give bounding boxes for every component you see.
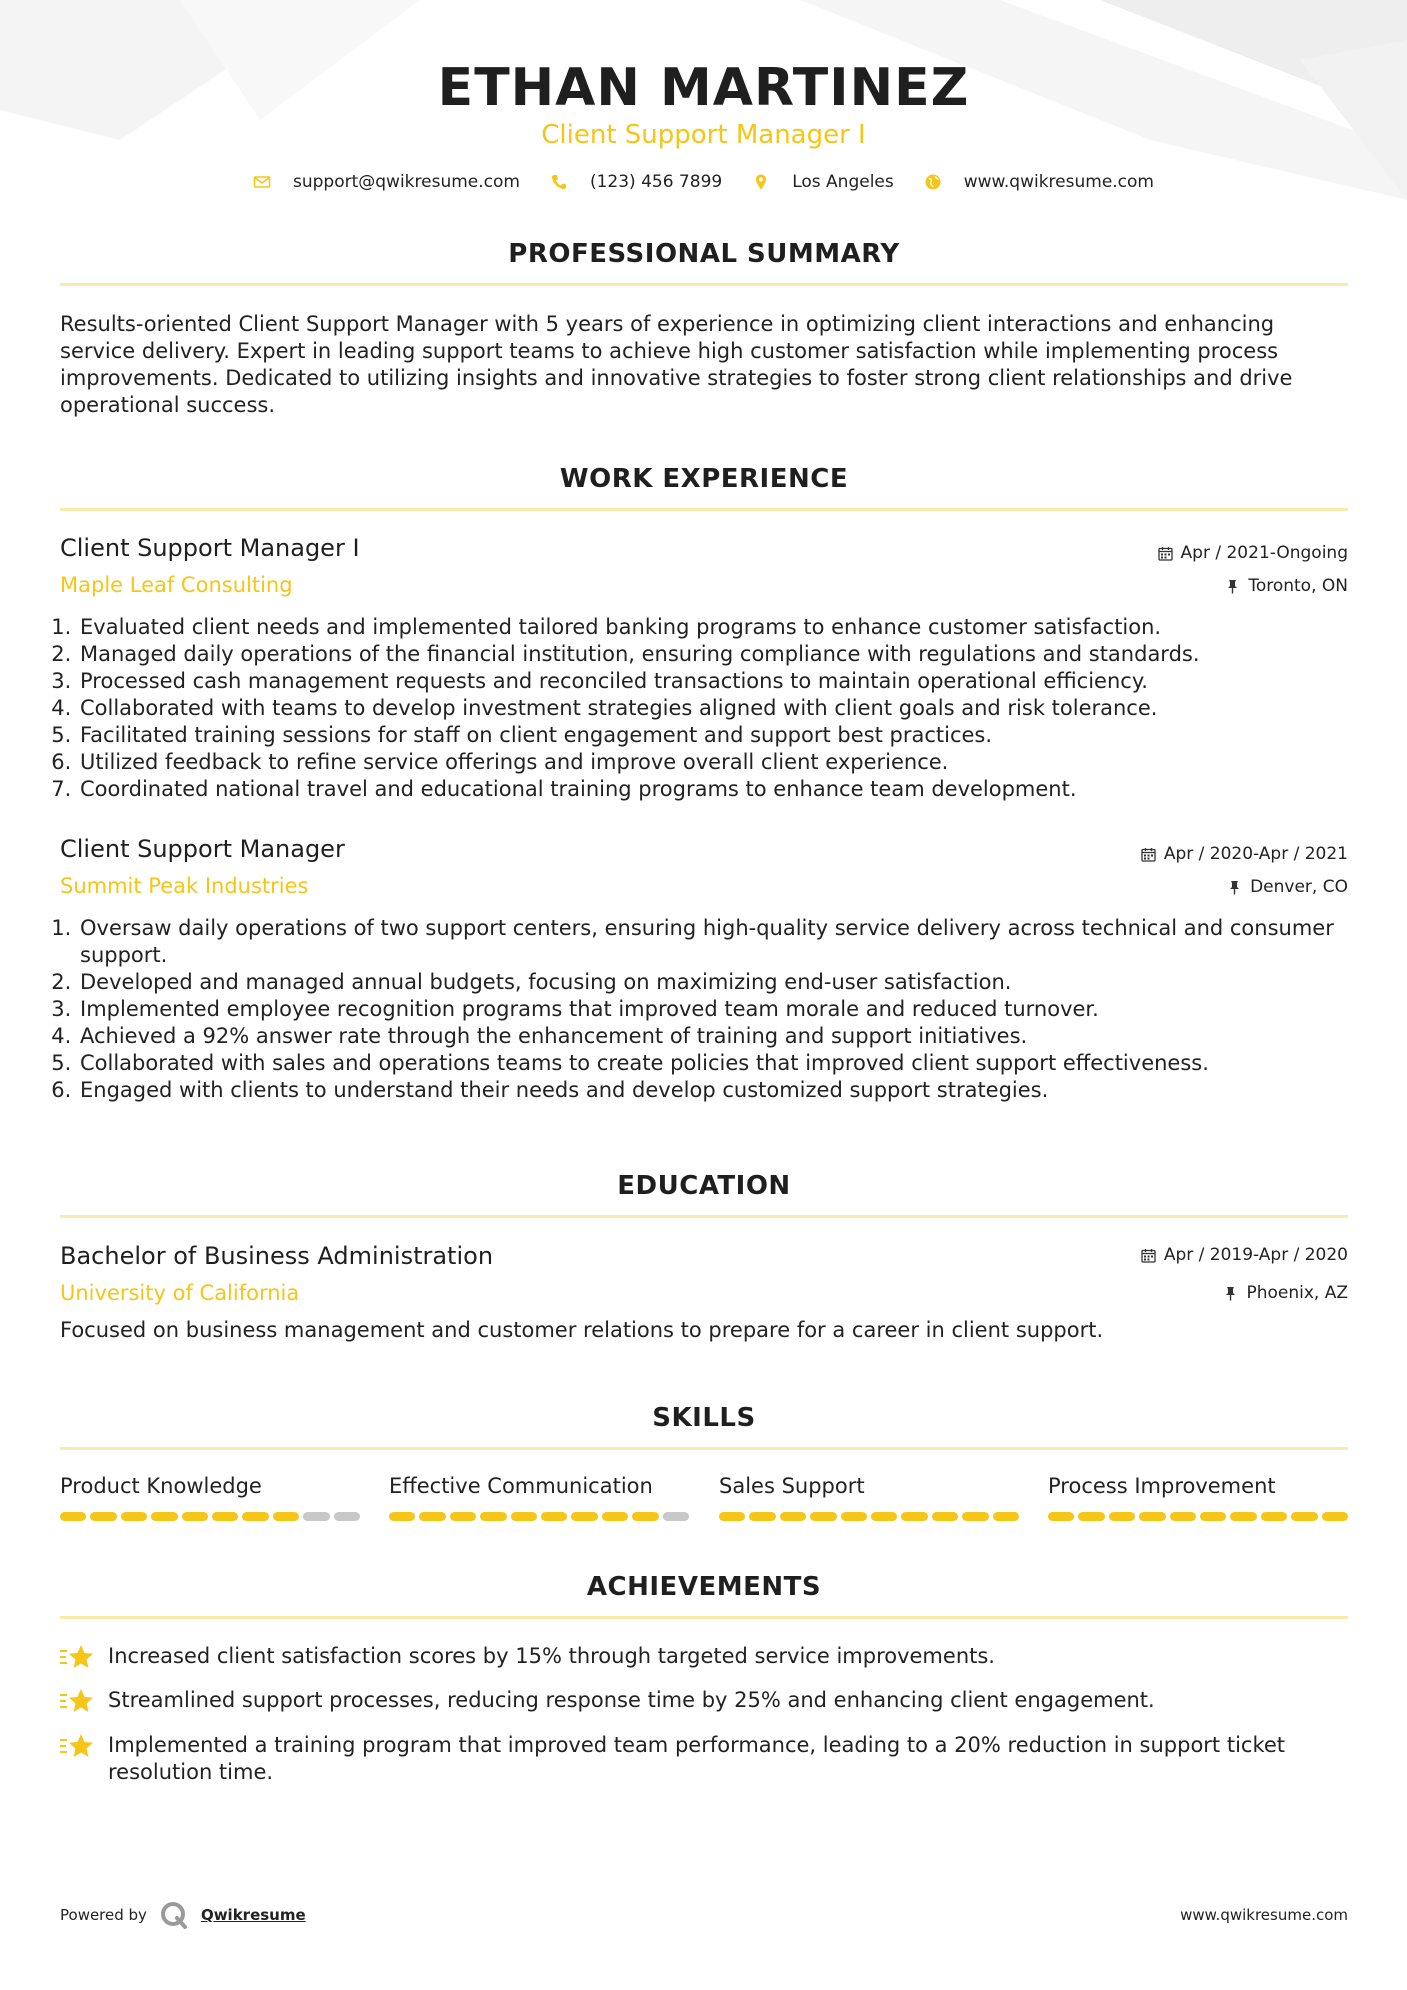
- section-divider: [60, 1215, 1348, 1218]
- skill-level-segment: [841, 1512, 867, 1521]
- footer-website-link[interactable]: www.qwikresume.com: [1180, 1906, 1348, 1924]
- skill-level-segment: [663, 1512, 689, 1521]
- skill-level-segment: [901, 1512, 927, 1521]
- skill-level-segment: [719, 1512, 745, 1521]
- skill-level-segment: [511, 1512, 537, 1521]
- company-name: Maple Leaf Consulting: [60, 573, 293, 597]
- skill-level-segment: [632, 1512, 658, 1521]
- skill-level-bar: [1048, 1512, 1348, 1521]
- list-item: 5. Collaborated with sales and operations teams to create policies that improved client support effectiveness.: [78, 1050, 1368, 1077]
- skill-item: [1048, 1474, 1348, 1521]
- education-description: Focused on business management and customer relations to prepare for a career in client support.: [60, 1318, 1104, 1342]
- phone-icon: [550, 173, 568, 191]
- email-text: support@qwikresume.com: [293, 172, 520, 192]
- job-location-text: Toronto, ON: [1248, 576, 1348, 596]
- list-item: 4. Achieved a 92% answer rate through the enhancement of training and support initiatives.: [78, 1023, 1368, 1050]
- skill-level-segment: [182, 1512, 208, 1521]
- skill-level-segment: [571, 1512, 597, 1521]
- skill-level-segment: [121, 1512, 147, 1521]
- summary-text: Results-oriented Client Support Manager with 5 years of experience in optimizing client interactions and enhancing service delivery. Expert in leading support teams to achieve high customer satisfaction while implementing process improvements. Dedicated to utilizing insights and innovative strategies to foster strong client relationships and drive operational success.: [60, 312, 1293, 417]
- skill-level-bar: [389, 1512, 689, 1521]
- job-title: Client Support Manager I: [60, 534, 360, 562]
- skill-level-segment: [450, 1512, 476, 1521]
- job-bullets: [54, 915, 1368, 1104]
- skill-level-segment: [1230, 1512, 1256, 1521]
- candidate-name: ETHAN MARTINEZ: [437, 58, 970, 118]
- envelope-icon: [253, 173, 271, 191]
- skill-level-segment: [1109, 1512, 1135, 1521]
- section-divider: [60, 1616, 1348, 1619]
- job-dates: [1141, 844, 1348, 864]
- skill-level-segment: [303, 1512, 329, 1521]
- achievement-text: Implemented a training program that improved team performance, leading to a 20% reduction in support ticket resolution time.: [108, 1733, 1286, 1784]
- list-item: 6. Utilized feedback to refine service offerings and improve overall client experience.: [78, 749, 1368, 776]
- section-divider: [60, 283, 1348, 286]
- skill-level-segment: [810, 1512, 836, 1521]
- pushpin-icon: [1223, 1286, 1238, 1301]
- skill-item: [389, 1474, 689, 1521]
- skill-level-segment: [480, 1512, 506, 1521]
- qwikresume-logo-icon: [159, 1900, 189, 1930]
- skill-level-segment: [419, 1512, 445, 1521]
- section-title-skills: SKILLS: [652, 1403, 756, 1433]
- education-dates: [1141, 1245, 1348, 1265]
- star-icon: [60, 1687, 94, 1715]
- list-item: 2. Managed daily operations of the financial institution, ensuring compliance with regulations and standards.: [78, 641, 1368, 668]
- section-title-education: EDUCATION: [617, 1171, 791, 1201]
- skill-item: [719, 1474, 1019, 1521]
- skill-level-segment: [90, 1512, 116, 1521]
- skill-level-segment: [212, 1512, 238, 1521]
- location-text: Los Angeles: [792, 172, 894, 192]
- contact-email[interactable]: [253, 172, 520, 192]
- list-item: 5. Facilitated training sessions for staff on client engagement and support best practices.: [78, 722, 1368, 749]
- calendar-icon: [1158, 546, 1173, 561]
- skill-name: Product Knowledge: [60, 1474, 262, 1498]
- achievement-item: [60, 1643, 1350, 1671]
- school-name: University of California: [60, 1281, 300, 1305]
- star-icon: [60, 1643, 94, 1671]
- skill-level-segment: [60, 1512, 86, 1521]
- list-item: 4. Collaborated with teams to develop investment strategies aligned with client goals and risk tolerance.: [78, 695, 1368, 722]
- website-text: www.qwikresume.com: [963, 172, 1154, 192]
- pushpin-icon: [1225, 579, 1240, 594]
- phone-text: (123) 456 7899: [589, 172, 723, 192]
- skill-level-segment: [993, 1512, 1019, 1521]
- skill-level-segment: [389, 1512, 415, 1521]
- pushpin-icon: [1227, 880, 1242, 895]
- skill-level-segment: [602, 1512, 628, 1521]
- skill-level-segment: [1291, 1512, 1317, 1521]
- list-item: 1. Oversaw daily operations of two support centers, ensuring high-quality service delivery across technical and consumer support.: [78, 915, 1368, 969]
- achievement-item: [60, 1687, 1350, 1715]
- skill-level-segment: [1322, 1512, 1348, 1521]
- section-divider: [60, 1447, 1348, 1450]
- job-location-text: Denver, CO: [1250, 877, 1348, 897]
- skill-level-segment: [780, 1512, 806, 1521]
- skill-level-segment: [1170, 1512, 1196, 1521]
- job-location: [1225, 576, 1348, 596]
- skill-level-segment: [273, 1512, 299, 1521]
- list-item: 2. Developed and managed annual budgets, focusing on maximizing end-user satisfaction.: [78, 969, 1368, 996]
- section-divider: [60, 508, 1348, 511]
- list-item: 7. Coordinated national travel and educational training programs to enhance team development.: [78, 776, 1368, 803]
- section-title-achievements: ACHIEVEMENTS: [586, 1572, 822, 1602]
- skill-level-segment: [334, 1512, 360, 1521]
- achievement-text: Streamlined support processes, reducing response time by 25% and enhancing client engagement.: [108, 1688, 1155, 1712]
- job-location: [1227, 877, 1348, 897]
- skill-level-segment: [1261, 1512, 1287, 1521]
- list-item: 3. Implemented employee recognition programs that improved team morale and reduced turnover.: [78, 996, 1368, 1023]
- contact-location: [752, 172, 894, 192]
- contact-bar: [0, 172, 1407, 192]
- skill-level-segment: [1200, 1512, 1226, 1521]
- job-dates: [1158, 543, 1348, 563]
- skill-level-segment: [541, 1512, 567, 1521]
- job-dates-text: Apr / 2021-Ongoing: [1180, 543, 1348, 563]
- star-icon: [60, 1732, 94, 1760]
- job-bullets: [54, 614, 1368, 803]
- achievement-item: [60, 1732, 1350, 1786]
- skill-level-segment: [932, 1512, 958, 1521]
- list-item: 3. Processed cash management requests and reconciled transactions to maintain operational efficiency.: [78, 668, 1368, 695]
- skill-name: Process Improvement: [1048, 1474, 1276, 1498]
- skill-level-segment: [1139, 1512, 1165, 1521]
- skill-name: Effective Communication: [389, 1474, 653, 1498]
- calendar-icon: [1141, 1248, 1156, 1263]
- skill-item: [60, 1474, 360, 1521]
- skill-level-bar: [719, 1512, 1019, 1521]
- calendar-icon: [1141, 847, 1156, 862]
- globe-icon: [924, 173, 942, 191]
- list-item: 6. Engaged with clients to understand their needs and develop customized support strategies.: [78, 1077, 1368, 1104]
- skill-level-segment: [151, 1512, 177, 1521]
- skill-level-segment: [962, 1512, 988, 1521]
- candidate-role: Client Support Manager I: [541, 120, 866, 150]
- section-title-summary: PROFESSIONAL SUMMARY: [508, 239, 900, 269]
- degree-title: Bachelor of Business Administration: [60, 1242, 494, 1270]
- footer-powered-by: [60, 1900, 306, 1930]
- contact-website[interactable]: [924, 172, 1154, 192]
- section-title-experience: WORK EXPERIENCE: [559, 464, 849, 494]
- skill-level-segment: [242, 1512, 268, 1521]
- skill-level-segment: [1078, 1512, 1104, 1521]
- skill-level-segment: [1048, 1512, 1074, 1521]
- company-name: Summit Peak Industries: [60, 874, 309, 898]
- skill-level-segment: [871, 1512, 897, 1521]
- education-location: [1223, 1283, 1348, 1303]
- powered-by-label: Powered by: [60, 1906, 147, 1924]
- skill-level-segment: [749, 1512, 775, 1521]
- achievement-text: Increased client satisfaction scores by 15% through targeted service improvements.: [108, 1644, 995, 1668]
- skill-level-bar: [60, 1512, 360, 1521]
- job-dates-text: Apr / 2020-Apr / 2021: [1163, 844, 1348, 864]
- job-title: Client Support Manager: [60, 835, 345, 863]
- list-item: 1. Evaluated client needs and implemented tailored banking programs to enhance customer satisfaction.: [78, 614, 1368, 641]
- contact-phone[interactable]: [550, 172, 722, 192]
- education-location-text: Phoenix, AZ: [1246, 1283, 1348, 1303]
- skill-name: Sales Support: [719, 1474, 865, 1498]
- map-pin-icon: [752, 173, 770, 191]
- qwikresume-link[interactable]: Qwikresume: [200, 1906, 306, 1924]
- education-dates-text: Apr / 2019-Apr / 2020: [1163, 1245, 1348, 1265]
